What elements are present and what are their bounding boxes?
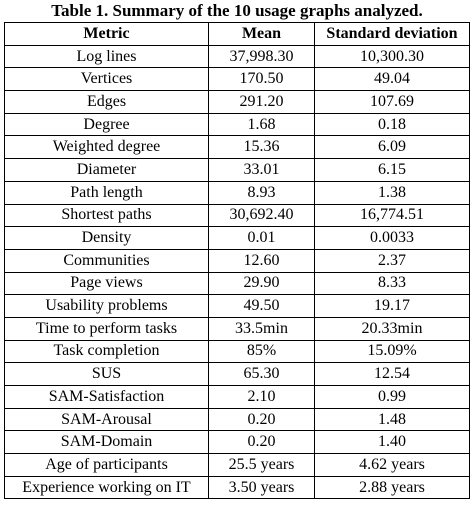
mean-cell: 29.90 [209, 272, 315, 295]
mean-cell: 49.50 [209, 295, 315, 318]
std-cell: 49.04 [315, 68, 470, 91]
metric-cell: Time to perform tasks [5, 317, 209, 340]
table-row [5, 431, 470, 454]
mean-cell: 65.30 [209, 363, 315, 386]
std-cell: 107.69 [315, 91, 470, 114]
header-metric: Metric [5, 23, 209, 46]
metric-cell: SAM-Arousal [5, 408, 209, 431]
mean-cell: 37,998.30 [209, 45, 315, 68]
metric-cell: Edges [5, 91, 209, 114]
metric-cell: SUS [5, 363, 209, 386]
metric-cell: Usability problems [5, 295, 209, 318]
header-row [5, 23, 470, 46]
mean-cell: 85% [209, 340, 315, 363]
table-row [5, 476, 470, 499]
mean-cell: 25.5 years [209, 454, 315, 477]
std-cell: 1.40 [315, 431, 470, 454]
metric-cell: Page views [5, 272, 209, 295]
table-row [5, 45, 470, 68]
mean-cell: 0.20 [209, 408, 315, 431]
table-row [5, 227, 470, 250]
table-row [5, 181, 470, 204]
std-cell: 10,300.30 [315, 45, 470, 68]
std-cell: 8.33 [315, 272, 470, 295]
metric-cell: SAM-Domain [5, 431, 209, 454]
metric-cell: Weighted degree [5, 136, 209, 159]
metric-cell: Task completion [5, 340, 209, 363]
table-title: Table 1. Summary of the 10 usage graphs analyzed. [51, 1, 423, 20]
std-cell: 16,774.51 [315, 204, 470, 227]
table-row [5, 68, 470, 91]
std-cell: 2.88 years [315, 476, 470, 499]
std-cell: 6.09 [315, 136, 470, 159]
header-mean: Mean [209, 23, 315, 46]
table-row [5, 317, 470, 340]
table-row [5, 408, 470, 431]
metric-cell: Shortest paths [5, 204, 209, 227]
mean-cell: 15.36 [209, 136, 315, 159]
table-row [5, 454, 470, 477]
summary-table [4, 22, 470, 499]
metric-cell: Degree [5, 113, 209, 136]
metric-cell: Density [5, 227, 209, 250]
std-cell: 15.09% [315, 340, 470, 363]
std-cell: 12.54 [315, 363, 470, 386]
table-row [5, 136, 470, 159]
mean-cell: 170.50 [209, 68, 315, 91]
std-cell: 0.0033 [315, 227, 470, 250]
metric-cell: SAM-Satisfaction [5, 386, 209, 409]
metric-cell: Experience working on IT [5, 476, 209, 499]
mean-cell: 0.01 [209, 227, 315, 250]
table-row [5, 295, 470, 318]
mean-cell: 0.20 [209, 431, 315, 454]
metric-cell: Vertices [5, 68, 209, 91]
mean-cell: 2.10 [209, 386, 315, 409]
table-row [5, 159, 470, 182]
mean-cell: 3.50 years [209, 476, 315, 499]
mean-cell: 1.68 [209, 113, 315, 136]
std-cell: 6.15 [315, 159, 470, 182]
mean-cell: 8.93 [209, 181, 315, 204]
std-cell: 19.17 [315, 295, 470, 318]
std-cell: 0.18 [315, 113, 470, 136]
table-row [5, 272, 470, 295]
mean-cell: 33.01 [209, 159, 315, 182]
mean-cell: 30,692.40 [209, 204, 315, 227]
table-row [5, 113, 470, 136]
header-std-dev: Standard deviation [315, 23, 470, 46]
table-row [5, 340, 470, 363]
table-row [5, 249, 470, 272]
std-cell: 4.62 years [315, 454, 470, 477]
std-cell: 1.48 [315, 408, 470, 431]
metric-cell: Age of participants [5, 454, 209, 477]
metric-cell: Communities [5, 249, 209, 272]
metric-cell: Diameter [5, 159, 209, 182]
std-cell: 1.38 [315, 181, 470, 204]
mean-cell: 291.20 [209, 91, 315, 114]
std-cell: 20.33min [315, 317, 470, 340]
table-row [5, 363, 470, 386]
metric-cell: Log lines [5, 45, 209, 68]
table-row [5, 386, 470, 409]
mean-cell: 12.60 [209, 249, 315, 272]
table-row [5, 91, 470, 114]
table-row [5, 204, 470, 227]
metric-cell: Path length [5, 181, 209, 204]
std-cell: 2.37 [315, 249, 470, 272]
mean-cell: 33.5min [209, 317, 315, 340]
std-cell: 0.99 [315, 386, 470, 409]
